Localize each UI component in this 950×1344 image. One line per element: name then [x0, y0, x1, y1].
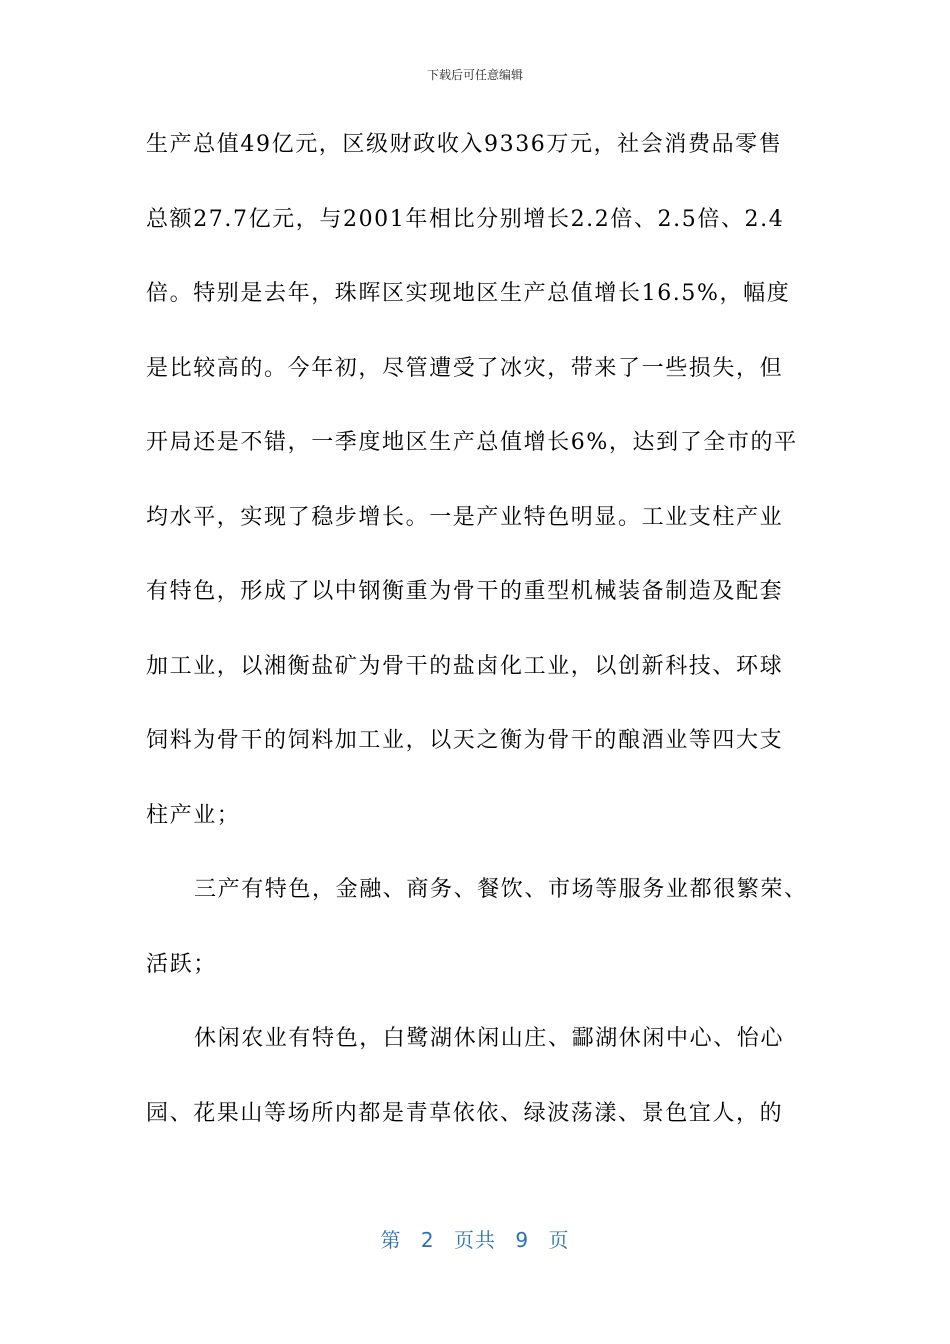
document-body	[146, 120, 810, 1163]
text-line: 柱产业；	[146, 802, 241, 828]
page-footer	[0, 1224, 950, 1253]
text-line: 园、花果山等场所内都是青草依依、绿波荡漾、景色宜人，的	[146, 1100, 784, 1126]
page-mid: 页共	[454, 1228, 496, 1252]
text-line: 有特色，形成了以中钢衡重为骨干的重型机械装备制造及配套	[146, 579, 784, 604]
text-line: 是比较高的。今年初，尽管遭受了冰灾，带来了一些损失，但	[146, 355, 784, 381]
text-line: 均水平，实现了稳步增长。一是产业特色明显。工业支柱产业	[146, 504, 784, 530]
text-line: 总额27.7亿元，与2001年相比分别增长2.2倍、2.5倍、2.4	[146, 206, 785, 232]
header-note: 下载后可任意编辑	[426, 68, 523, 82]
text-line: 三产有特色，金融、商务、餐饮、市场等服务业都很繁荣、	[194, 877, 808, 902]
text-line: 加工业，以湘衡盐矿为骨干的盐卤化工业，以创新科技、环球	[146, 653, 784, 679]
text-line: 开局还是不错，一季度地区生产总值增长6%，达到了全市的平	[146, 430, 798, 455]
text-line: 饲料为骨干的饲料加工业，以天之衡为骨干的酿酒业等四大支	[146, 728, 784, 753]
page-suffix: 页	[548, 1228, 570, 1252]
text-line: 活跃；	[146, 951, 217, 977]
page-number: 2	[420, 1228, 435, 1252]
page-total: 9	[515, 1228, 530, 1252]
page-prefix: 第	[380, 1228, 402, 1252]
text-line: 倍。特别是去年，珠晖区实现地区生产总值增长16.5%，幅度	[146, 281, 791, 306]
text-line: 生产总值49亿元，区级财政收入9336万元，社会消费品零售	[146, 132, 783, 157]
text-line: 休闲农业有特色，白鹭湖休闲山庄、酃湖休闲中心、怡心	[194, 1026, 785, 1051]
